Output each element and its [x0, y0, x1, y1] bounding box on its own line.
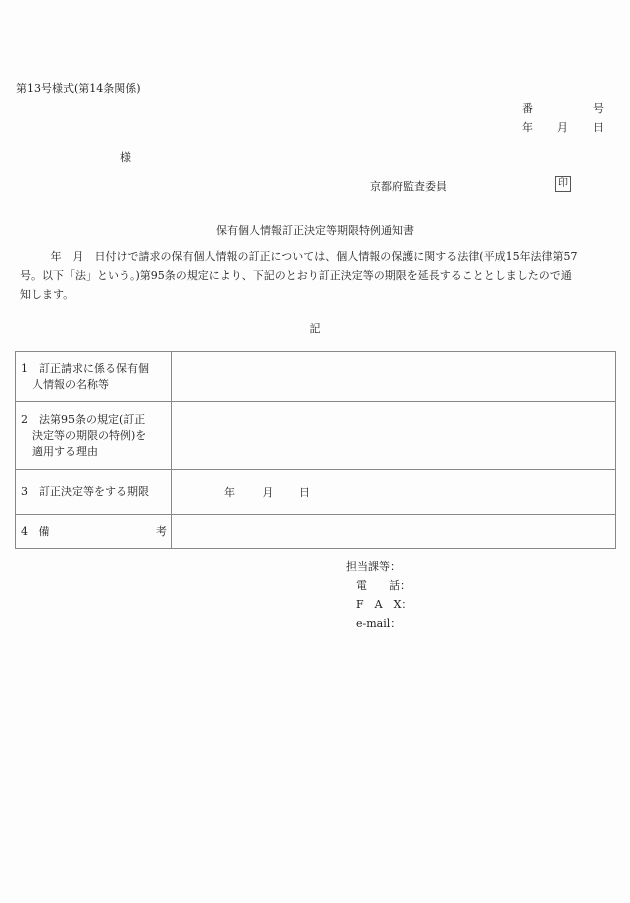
contact-phone: 電 話： [356, 579, 411, 592]
date-month: 月 [557, 121, 568, 134]
row-label [16, 470, 172, 515]
body-line-2: 号。以下「法」という。)第95条の規定により、下記のとおり訂正決定等の期限を延長することとしましたので通 [20, 269, 572, 282]
form-table [15, 351, 616, 549]
number-suffix: 号 [593, 102, 604, 115]
document-title: 保有個人情報訂正決定等期限特例通知書 [216, 224, 414, 237]
contact-department: 担当課等： [346, 560, 401, 573]
number-label: 番 [522, 102, 533, 115]
form-number: 第13号様式(第14条関係) [16, 82, 141, 95]
deadline-year: 年 [224, 486, 235, 499]
row-label [16, 515, 172, 549]
row-label-line: 適用する理由 [21, 444, 98, 458]
date-year: 年 [522, 121, 533, 134]
body-paragraph [20, 247, 615, 304]
ki-heading: 記 [309, 322, 321, 335]
body-line-3: 知します。 [20, 288, 75, 301]
deadline-month: 月 [262, 486, 274, 499]
table-row [16, 402, 616, 470]
row-label-line: 決定等の期限の特例)を [21, 428, 147, 442]
addressee-suffix: 様 [120, 151, 131, 164]
row-label-end: 考 [156, 524, 167, 538]
row-label [16, 352, 172, 402]
sender-name: 京都府監査委員 [370, 180, 447, 193]
row-value-field[interactable] [172, 515, 616, 549]
row-label [16, 402, 172, 470]
body-line-1: 年 月 日付けで請求の保有個人情報の訂正については、個人情報の保護に関する法律(平成15年法律第57 [25, 250, 578, 263]
table-row [16, 470, 616, 515]
contact-fax: F A X： [356, 598, 413, 611]
table-row [16, 352, 616, 402]
row-label-line: 1 訂正請求に係る保有個 [21, 361, 149, 375]
row-label-line: 2 法第95条の規定(訂正 [21, 412, 146, 426]
row-value-field[interactable] [172, 470, 616, 515]
row-label-number: 4 備 [21, 524, 50, 538]
deadline-day: 日 [299, 486, 310, 499]
row-value-field[interactable] [172, 402, 616, 470]
table-row [16, 515, 616, 549]
row-label-line: 人情報の名称等 [21, 377, 109, 391]
seal-mark: 印 [555, 176, 571, 192]
date-day: 日 [593, 121, 604, 134]
contact-email: e-mail： [356, 617, 402, 630]
row-label-line: 3 訂正決定等をする期限 [21, 485, 149, 498]
row-value-field[interactable] [172, 352, 616, 402]
